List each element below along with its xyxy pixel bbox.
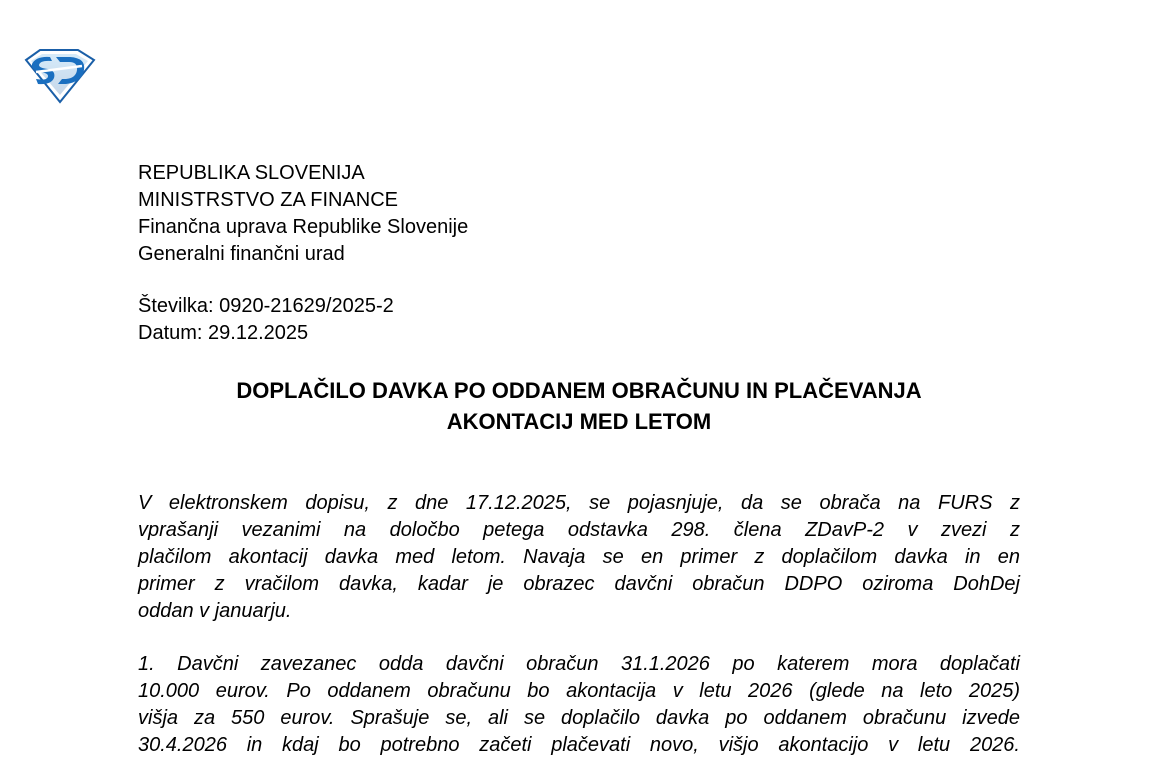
header-line-office: Generalni finančni urad	[138, 243, 345, 265]
document-number: Številka: 0920-21629/2025-2	[138, 295, 394, 317]
paragraph-line: vprašanji vezanimi na določbo petega odstavka 298. člena ZDavP-2 v zvezi z	[138, 519, 1020, 541]
title-line-1: DOPLAČILO DAVKA PO ODDANEM OBRAČUNU IN PLAČEVANJA	[236, 378, 922, 403]
ministry-emblem-icon	[22, 48, 96, 104]
paragraph-line: višja za 550 eurov. Sprašuje se, ali se doplačilo davka po oddanem obračunu izvede	[138, 707, 1020, 729]
paragraph-line: V elektronskem dopisu, z dne 17.12.2025, se pojasnjuje, da se obrača na FURS z	[138, 492, 1020, 514]
header-line-administration: Finančna uprava Republike Slovenije	[138, 216, 469, 238]
issuer-header	[138, 160, 468, 268]
paragraph-line: 10.000 eurov. Po oddanem obračunu bo akontacija v letu 2026 (glede na leto 2025)	[138, 680, 1020, 702]
document-title	[138, 375, 1020, 437]
paragraph-line: 30.4.2026 in kdaj bo potrebno začeti plačevati novo, višjo akontacijo v letu 2026.	[138, 734, 1020, 756]
header-line-country: REPUBLIKA SLOVENIJA	[138, 162, 365, 184]
paragraph-line: oddan v januarju.	[138, 600, 292, 622]
paragraph-line: plačilom akontacij davka med letom. Navaja se en primer z doplačilom davka in en	[138, 546, 1020, 568]
paragraph-intro	[138, 490, 1020, 625]
paragraph-line: primer z vračilom davka, kadar je obrazec davčni obračun DDPO oziroma DohDej	[138, 573, 1020, 595]
header-line-ministry: MINISTRSTVO ZA FINANCE	[138, 189, 399, 211]
title-line-2: AKONTACIJ MED LETOM	[446, 409, 712, 434]
paragraph-line: 1. Davčni zavezanec odda davčni obračun 31.1.2026 po katerem mora doplačati	[138, 653, 1020, 675]
document-reference	[138, 293, 394, 347]
document-date: Datum: 29.12.2025	[138, 322, 309, 344]
